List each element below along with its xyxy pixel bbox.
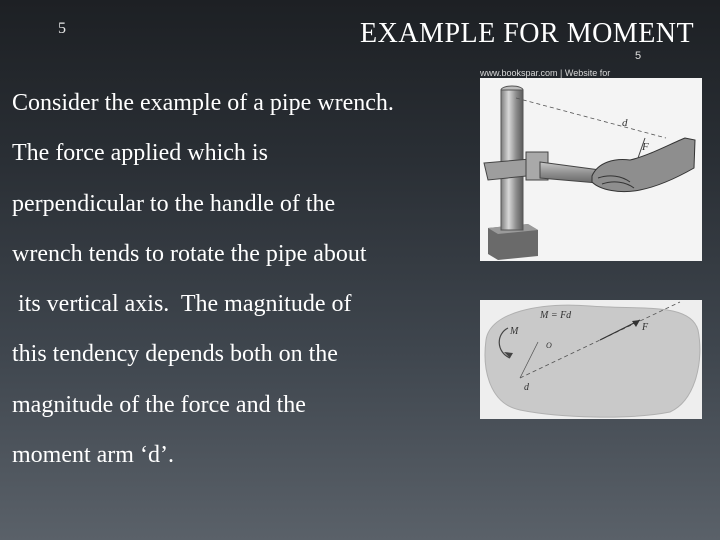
label-o: O <box>546 341 552 350</box>
body-line: its vertical axis. The magnitude of <box>12 291 352 318</box>
body-line: magnitude of the force and the <box>12 391 306 418</box>
moment-diagram <box>480 300 702 419</box>
body-line: perpendicular to the handle of the <box>12 190 336 217</box>
dimension-line <box>516 98 666 138</box>
slide-number-right: 5 <box>635 50 642 62</box>
body-text <box>12 78 472 480</box>
body-line: Consider the example of a pipe wrench. <box>12 90 394 116</box>
body-line: this tendency depends both on the <box>12 341 338 368</box>
body-line: The force applied which is <box>12 140 268 167</box>
body-line: moment arm ‘d’. <box>12 442 174 469</box>
moment-diagram-figure <box>480 300 702 419</box>
label-m: M <box>510 326 519 337</box>
pipe-wrench-illustration <box>480 78 702 261</box>
label-d: d <box>622 117 628 129</box>
body-shape <box>485 305 700 417</box>
slide-title: EXAMPLE FOR MOMENT <box>360 18 695 49</box>
pipe-wrench-figure <box>480 78 702 261</box>
body-line: wrench tends to rotate the pipe about <box>12 240 367 267</box>
label-f: F <box>642 322 649 333</box>
label-d: d <box>524 382 529 393</box>
website-note: www.bookspar.com | Website for <box>480 68 611 78</box>
slide-number-left: 5 <box>58 20 66 37</box>
formula-label: M = Fd <box>540 310 572 321</box>
label-f: F <box>642 141 649 153</box>
